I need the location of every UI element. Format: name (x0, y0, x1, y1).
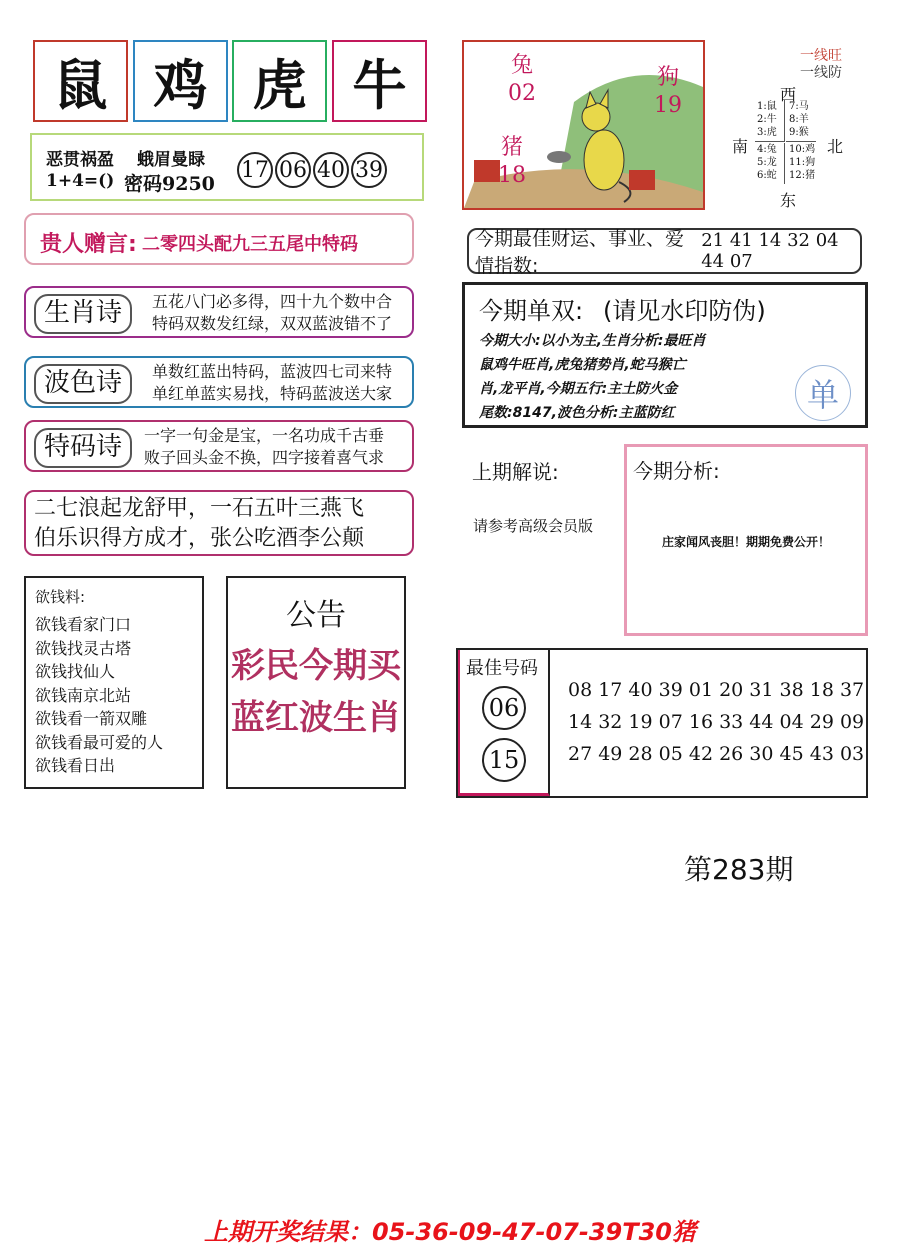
idiom-1: 恶贯祸盈 (46, 150, 114, 170)
idiom-numbers (237, 152, 389, 188)
verse-line: 二七浪起龙舒甲，一石五叶三燕飞 (34, 496, 365, 521)
poem-box-zodiac (24, 286, 414, 338)
wish-box (24, 576, 204, 789)
wish-item: 欲钱看家门口 (35, 615, 132, 634)
wish-item: 欲钱找仙人 (35, 662, 116, 681)
notice-line: 彩民今期买 (231, 646, 401, 686)
this-analysis-box (624, 444, 868, 636)
riddle-text: 1+4=() (46, 171, 115, 191)
fortune-numbers: 21 41 14 32 04 44 07 (701, 230, 839, 272)
zodiac-box-1: 鼠 (33, 40, 128, 122)
this-analysis-title: 今期分析: (633, 459, 720, 483)
compass-south: 南 (732, 137, 749, 156)
last-analysis-note: 请参考高级会员版 (473, 517, 594, 535)
last-result: 上期开奖结果：05-36-09-47-07-39T30猪 (204, 1218, 696, 1246)
guiren-label: 贵人赠言: (40, 232, 137, 257)
notice-line: 蓝红波生肖 (231, 698, 401, 738)
wish-item: 欲钱看一箭双雕 (35, 709, 148, 728)
poem-title: 特码诗 (34, 428, 132, 468)
zodiac-picture (462, 40, 705, 210)
last-analysis-title: 上期解说: (472, 460, 559, 484)
notice-title: 公告 (286, 598, 346, 633)
password-text: 密码9250 (124, 173, 215, 195)
poem-lines: 五花八门必多得，四十九个数中合 特码双数发红绿，双双蓝波错不了 (152, 292, 393, 333)
odd-even-subtitle: (请见水印防伪) (603, 297, 766, 325)
fortune-label: 今期最佳财运、事业、爱情指数: (475, 228, 685, 277)
special-number: 15 (482, 738, 526, 782)
zodiac-box-2: 鸡 (133, 40, 228, 122)
poem-lines: 单数红蓝出特码，蓝波四七司来特 单红单蓝实易找，特码蓝波送大家 (152, 362, 393, 403)
big-verse-box (24, 490, 414, 556)
poem-box-wave (24, 356, 414, 408)
poem-title: 生肖诗 (34, 294, 132, 334)
compass-grid: 1:鼠 2:牛 3:虎 7:马 8:羊 9:猴 4:兔 5:龙 6:蛇 10:鸡 11:狗 12:猪 (755, 100, 815, 184)
fortune-box (467, 228, 862, 277)
odd-even-title: 今期单双: (479, 297, 584, 325)
idiom-2: 蛾眉曼睩 (137, 150, 205, 170)
wish-item: 欲钱找灵古塔 (35, 638, 132, 658)
picture-label-rabbit: 兔 02 (508, 53, 536, 106)
compass-legend: 一线旺 一线防 (800, 48, 842, 81)
best-number-rows: 08 17 40 39 01 20 31 38 18 37 14 32 19 07 16 33 44 04 29 09 27 49 28 05 42 26 30 45 43 03 (568, 679, 865, 765)
special-number: 06 (482, 686, 526, 730)
idiom-box (30, 133, 424, 201)
odd-even-box (462, 282, 868, 428)
poem-box-special (24, 420, 414, 472)
wish-item: 欲钱看最可爱的人 (35, 732, 164, 752)
guiren-banner (24, 213, 414, 265)
issue-number: 第283期 (684, 853, 794, 886)
poem-lines: 一字一句金是宝，一名功成千古垂 败子回头金不换，四字接着喜气求 (144, 426, 385, 467)
compass-east: 东 (780, 191, 797, 210)
picture-label-pig: 猪 18 (498, 135, 526, 188)
wish-title: 欲钱料: (35, 588, 86, 606)
odd-even-lines: 今期大小:以小为主,生肖分析:最旺肖 鼠鸡牛旺肖,虎兔猪势肖,蛇马猴亡 肖,龙平肖,今期五行:主土防火金 尾数:8147,波色分析:主蓝防红 (479, 333, 706, 421)
zodiac-box-3: 虎 (232, 40, 327, 122)
picture-label-dog: 狗 19 (654, 65, 682, 118)
poem-title: 波色诗 (34, 364, 132, 404)
compass-west: 西 (780, 85, 797, 104)
compass-north: 北 (827, 137, 844, 156)
guiren-text: 二零四头配九三五尾中特码 (142, 234, 358, 255)
number-circle: 06 (275, 152, 311, 188)
wish-item: 欲钱南京北站 (35, 685, 132, 705)
zodiac-box-4: 牛 (332, 40, 427, 122)
number-circle: 17 (237, 152, 273, 188)
this-analysis-text: 庄家闻风丧胆！期期免费公开！ (661, 535, 830, 549)
number-circle: 40 (313, 152, 349, 188)
watermark-stamp: 单 (795, 365, 851, 421)
best-label: 最佳号码 (466, 658, 538, 679)
notice-box (226, 576, 406, 789)
number-circle: 39 (351, 152, 387, 188)
wish-item: 欲钱看日出 (35, 756, 116, 775)
best-numbers-box (456, 648, 868, 798)
verse-line: 伯乐识得方成才，张公吃酒李公颠 (34, 526, 365, 551)
